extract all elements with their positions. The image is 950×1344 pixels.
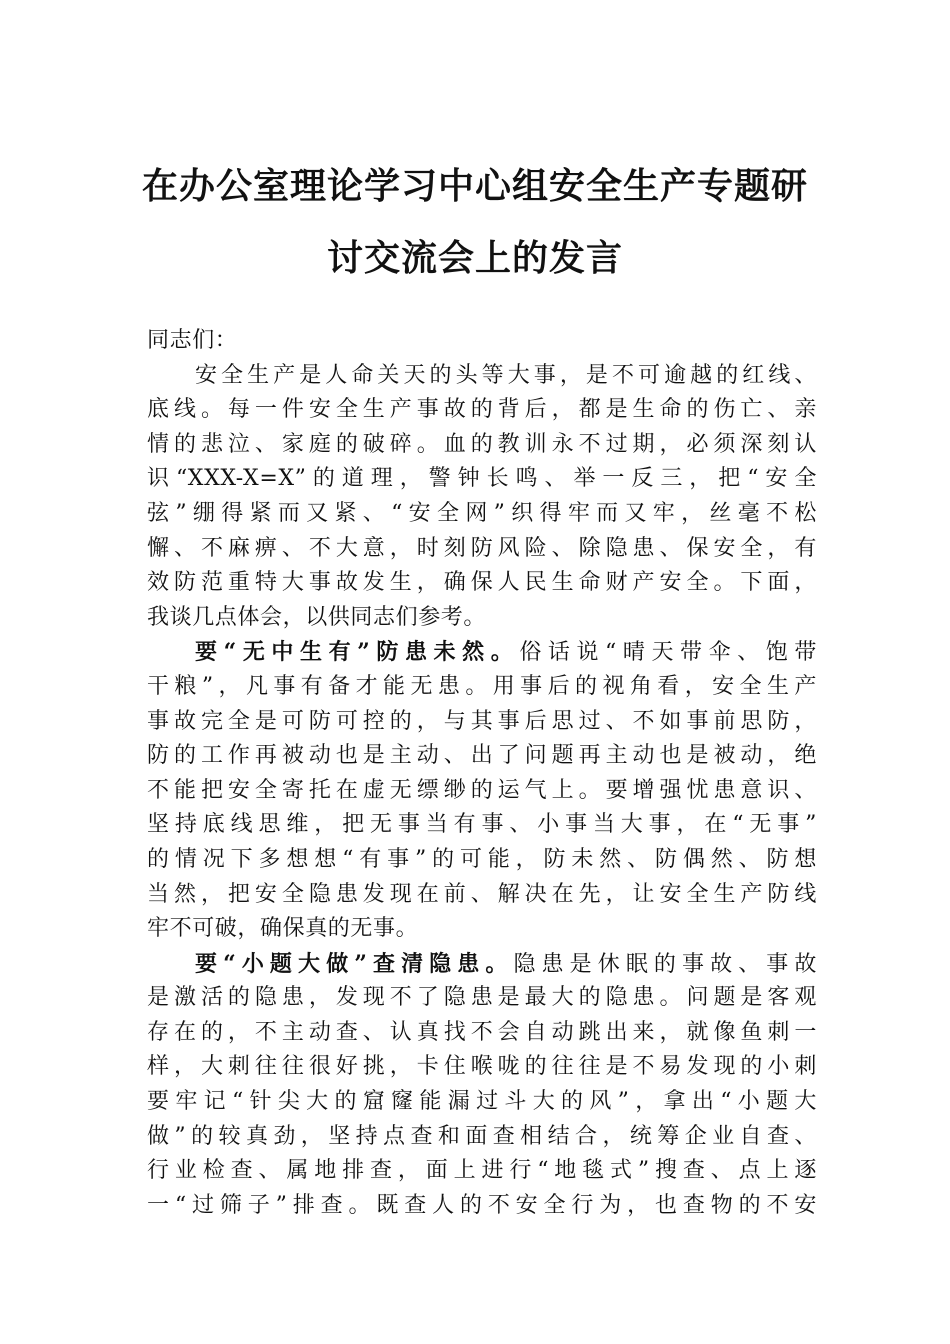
paragraph-3-line-1-text: 隐患是休眠的事故、事故 <box>513 951 817 977</box>
paragraph-1-line-2: 底线。每一件安全生产事故的背后，都是生命的伤亡、亲 <box>147 397 817 423</box>
paragraph-3-line-1 <box>147 947 817 982</box>
paragraph-1-line-8: 我谈几点体会，以供同志们参考。 <box>147 604 487 630</box>
title-line-2: 讨交流会上的发言 <box>326 237 623 279</box>
paragraph-1-line-3: 情的悲泣、家庭的破碎。血的教训永不过期，必须深刻认 <box>147 431 817 457</box>
document-body <box>147 324 817 1223</box>
paragraph-2-line-4: 防的工作再被动也是主动、出了问题再主动也是被动，绝 <box>147 743 817 769</box>
paragraph-1-line-5: 弦”绷得紧而又紧、“安全网”织得牢而又牢，丝毫不松 <box>147 500 817 526</box>
paragraph-3-line-8: 一“过筛子”排查。既查人的不安全行为，也查物的不安 <box>147 1192 817 1218</box>
paragraph-2-line-5: 不能把安全寄托在虚无缥缈的运气上。要增强忧患意识、 <box>147 777 817 803</box>
paragraph-2-line-3: 事故完全是可防可控的，与其事后思过、不如事前思防， <box>147 708 817 734</box>
title-line-1: 在办公室理论学习中心组安全生产专题研 <box>141 165 808 207</box>
paragraph-1-line-4: 识“XXX-X=X”的道理，警钟长鸣、举一反三，把“安全 <box>147 466 817 492</box>
paragraph-3-line-5: 要牢记“针尖大的窟窿能漏过斗大的风”，拿出“小题大 <box>147 1089 817 1115</box>
paragraph-2-line-9: 牢不可破，确保真的无事。 <box>147 916 419 942</box>
paragraph-2-line-2: 干粮”，凡事有备才能无患。用事后的视角看，安全生产 <box>147 673 817 699</box>
paragraph-2-line-1 <box>147 635 817 670</box>
paragraph-1-line-6: 懈、不麻痹、不大意，时刻防风险、除隐患、保安全，有 <box>147 535 817 561</box>
paragraph-1-line-1: 安全生产是人命关天的头等大事，是不可逾越的红线、 <box>195 362 817 388</box>
paragraph-3-lead: 要“小题大做”查清隐患。 <box>195 950 514 977</box>
paragraph-3-line-4: 样，大刺往往很好挑，卡住喉咙的往往是不易发现的小刺 <box>147 1054 817 1080</box>
paragraph-2-line-8: 当然，把安全隐患发现在前、解决在先，让安全生产防线 <box>147 881 817 907</box>
paragraph-3-line-3: 存在的，不主动查、认真找不会自动跳出来，就像鱼刺一 <box>147 1019 817 1045</box>
paragraph-2-line-1-text: 俗话说“晴天带伞、饱带 <box>519 640 817 666</box>
paragraph-2-line-6: 坚持底线思维，把无事当有事、小事当大事，在“无事” <box>147 812 817 838</box>
paragraph-2-lead: 要“无中生有”防患未然。 <box>195 639 520 666</box>
paragraph-3-line-7: 行业检查、属地排查，面上进行“地毯式”搜查、点上逐 <box>147 1158 817 1184</box>
paragraph-3-line-2: 是激活的隐患，发现不了隐患是最大的隐患。问题是客观 <box>147 985 817 1011</box>
paragraph-1-line-7: 效防范重特大事故发生，确保人民生命财产安全。下面， <box>147 570 817 596</box>
salutation: 同志们： <box>147 328 238 353</box>
document-title <box>100 150 850 294</box>
paragraph-3-line-6: 做”的较真劲，坚持点查和面查相结合，统筹企业自查、 <box>147 1123 817 1149</box>
paragraph-2-line-7: 的情况下多想想“有事”的可能，防未然、防偶然、防想 <box>147 846 817 872</box>
